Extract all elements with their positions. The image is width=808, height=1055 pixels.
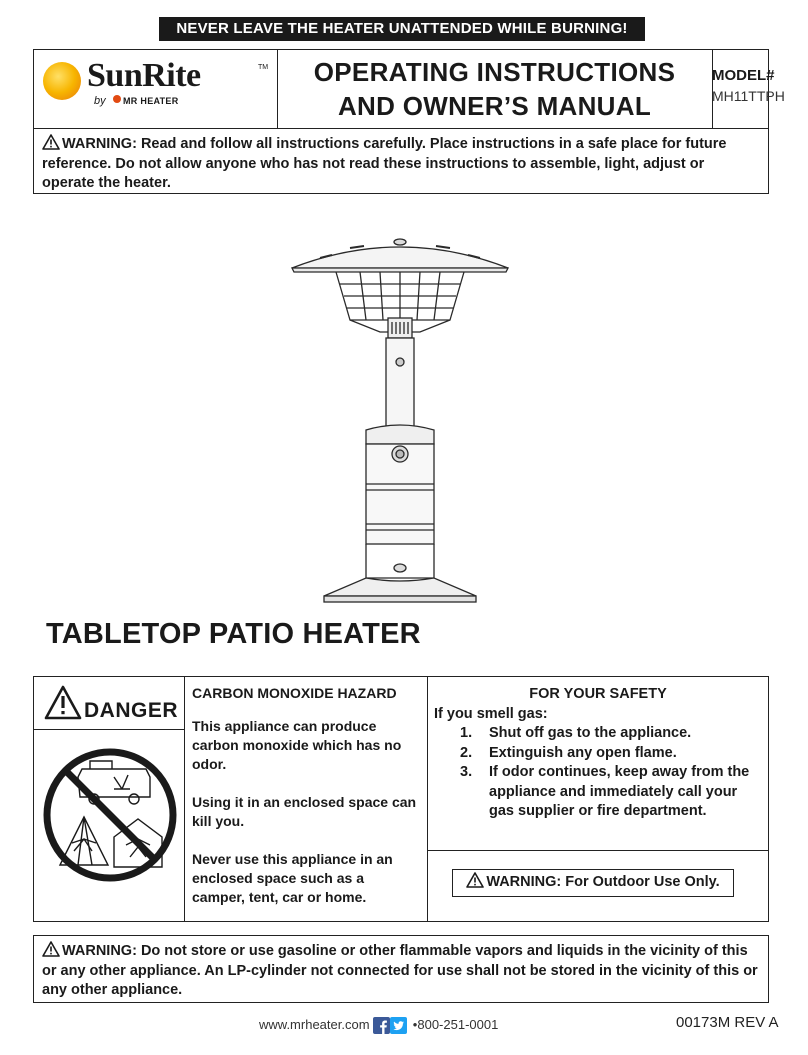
website-link[interactable]: www.mrheater.com [259, 1017, 370, 1032]
for-your-safety [428, 677, 768, 851]
bottom-warning-text: Do not store or use gasoline or other flammable vapors and liquids in the vicinity of this or any other appliance. An LP-cylinder not connected for use shall not be stored in the vicinity of this or any other appliance. [42, 943, 758, 998]
bottom-warning-label: WARNING: [62, 943, 137, 959]
footer-contact [259, 1017, 498, 1034]
outdoor-use-warning [452, 869, 734, 897]
title-line-1: OPERATING INSTRUCTIONS [313, 57, 676, 87]
brand-logo [34, 50, 278, 128]
top-warning-text: Read and follow all instructions carefully. Place instructions in a safe place for future reference. Do not allow anyone who has not read these instructions to assemble, light, adjust or operate the heater. [42, 136, 727, 191]
danger-warning-icon [44, 685, 82, 720]
safety-step [434, 763, 762, 822]
flame-icon [113, 95, 121, 103]
safety-step [434, 724, 762, 744]
twitter-icon[interactable] [390, 1017, 407, 1034]
model-number: MH11TTPH [712, 88, 785, 104]
brand-name: SunRite [87, 57, 201, 94]
safety-steps [434, 724, 762, 822]
document-number: 00173M REV A [676, 1014, 779, 1031]
no-enclosed-space-icon [42, 747, 178, 883]
safety-step [434, 744, 762, 764]
manual-title [277, 50, 713, 128]
brand-by: by [94, 95, 106, 107]
warning-icon [466, 872, 484, 888]
bottom-warning [33, 935, 769, 1003]
outdoor-warning-label: WARNING: [486, 874, 562, 890]
step-text: If odor continues, keep away from the appliance and immediately call your gas supplier or fire department. [489, 764, 750, 819]
step-number: 1. [460, 725, 473, 741]
safety-intro: If you smell gas: [434, 705, 548, 722]
step-number: 3. [460, 764, 473, 780]
maker-name: MR HEATER [123, 96, 179, 106]
patio-heater-illustration [280, 232, 520, 607]
top-warning-label: WARNING: [62, 136, 137, 152]
hazard-text-3: Never use this appliance in an enclosed space such as a camper, tent, car or home. [192, 851, 393, 905]
product-title: TABLETOP PATIO HEATER [46, 618, 421, 650]
hazard-text-2: Using it in an enclosed space can kill you. [192, 794, 417, 829]
warning-icon [42, 134, 60, 150]
step-text: Extinguish any open flame. [489, 744, 677, 761]
trademark-mark: TM [258, 64, 269, 71]
top-banner: NEVER LEAVE THE HEATER UNATTENDED WHILE BURNING! [159, 17, 645, 41]
phone-number: •800-251-0001 [412, 1017, 499, 1032]
carbon-monoxide-column [184, 677, 428, 921]
title-line-2: AND OWNER’S MANUAL [337, 91, 652, 121]
sun-icon [43, 62, 81, 100]
danger-label: DANGER [84, 699, 179, 722]
safety-title: FOR YOUR SAFETY [529, 686, 667, 702]
facebook-icon[interactable] [373, 1017, 390, 1034]
hazard-text-1: This appliance can produce carbon monoxide which has no odor. [192, 718, 402, 772]
danger-header [34, 677, 184, 730]
warning-icon [42, 941, 60, 957]
model-cell [712, 50, 785, 128]
step-text: Shut off gas to the appliance. [489, 725, 692, 741]
top-warning [33, 128, 769, 194]
outdoor-warning-text: For Outdoor Use Only. [561, 874, 720, 890]
danger-box [33, 676, 769, 922]
danger-left-column [34, 677, 185, 921]
safety-column [428, 677, 768, 921]
model-label: MODEL# [712, 67, 775, 84]
hazard-title: CARBON MONOXIDE HAZARD [192, 685, 397, 701]
step-number: 2. [460, 744, 473, 761]
header-box [33, 49, 785, 129]
